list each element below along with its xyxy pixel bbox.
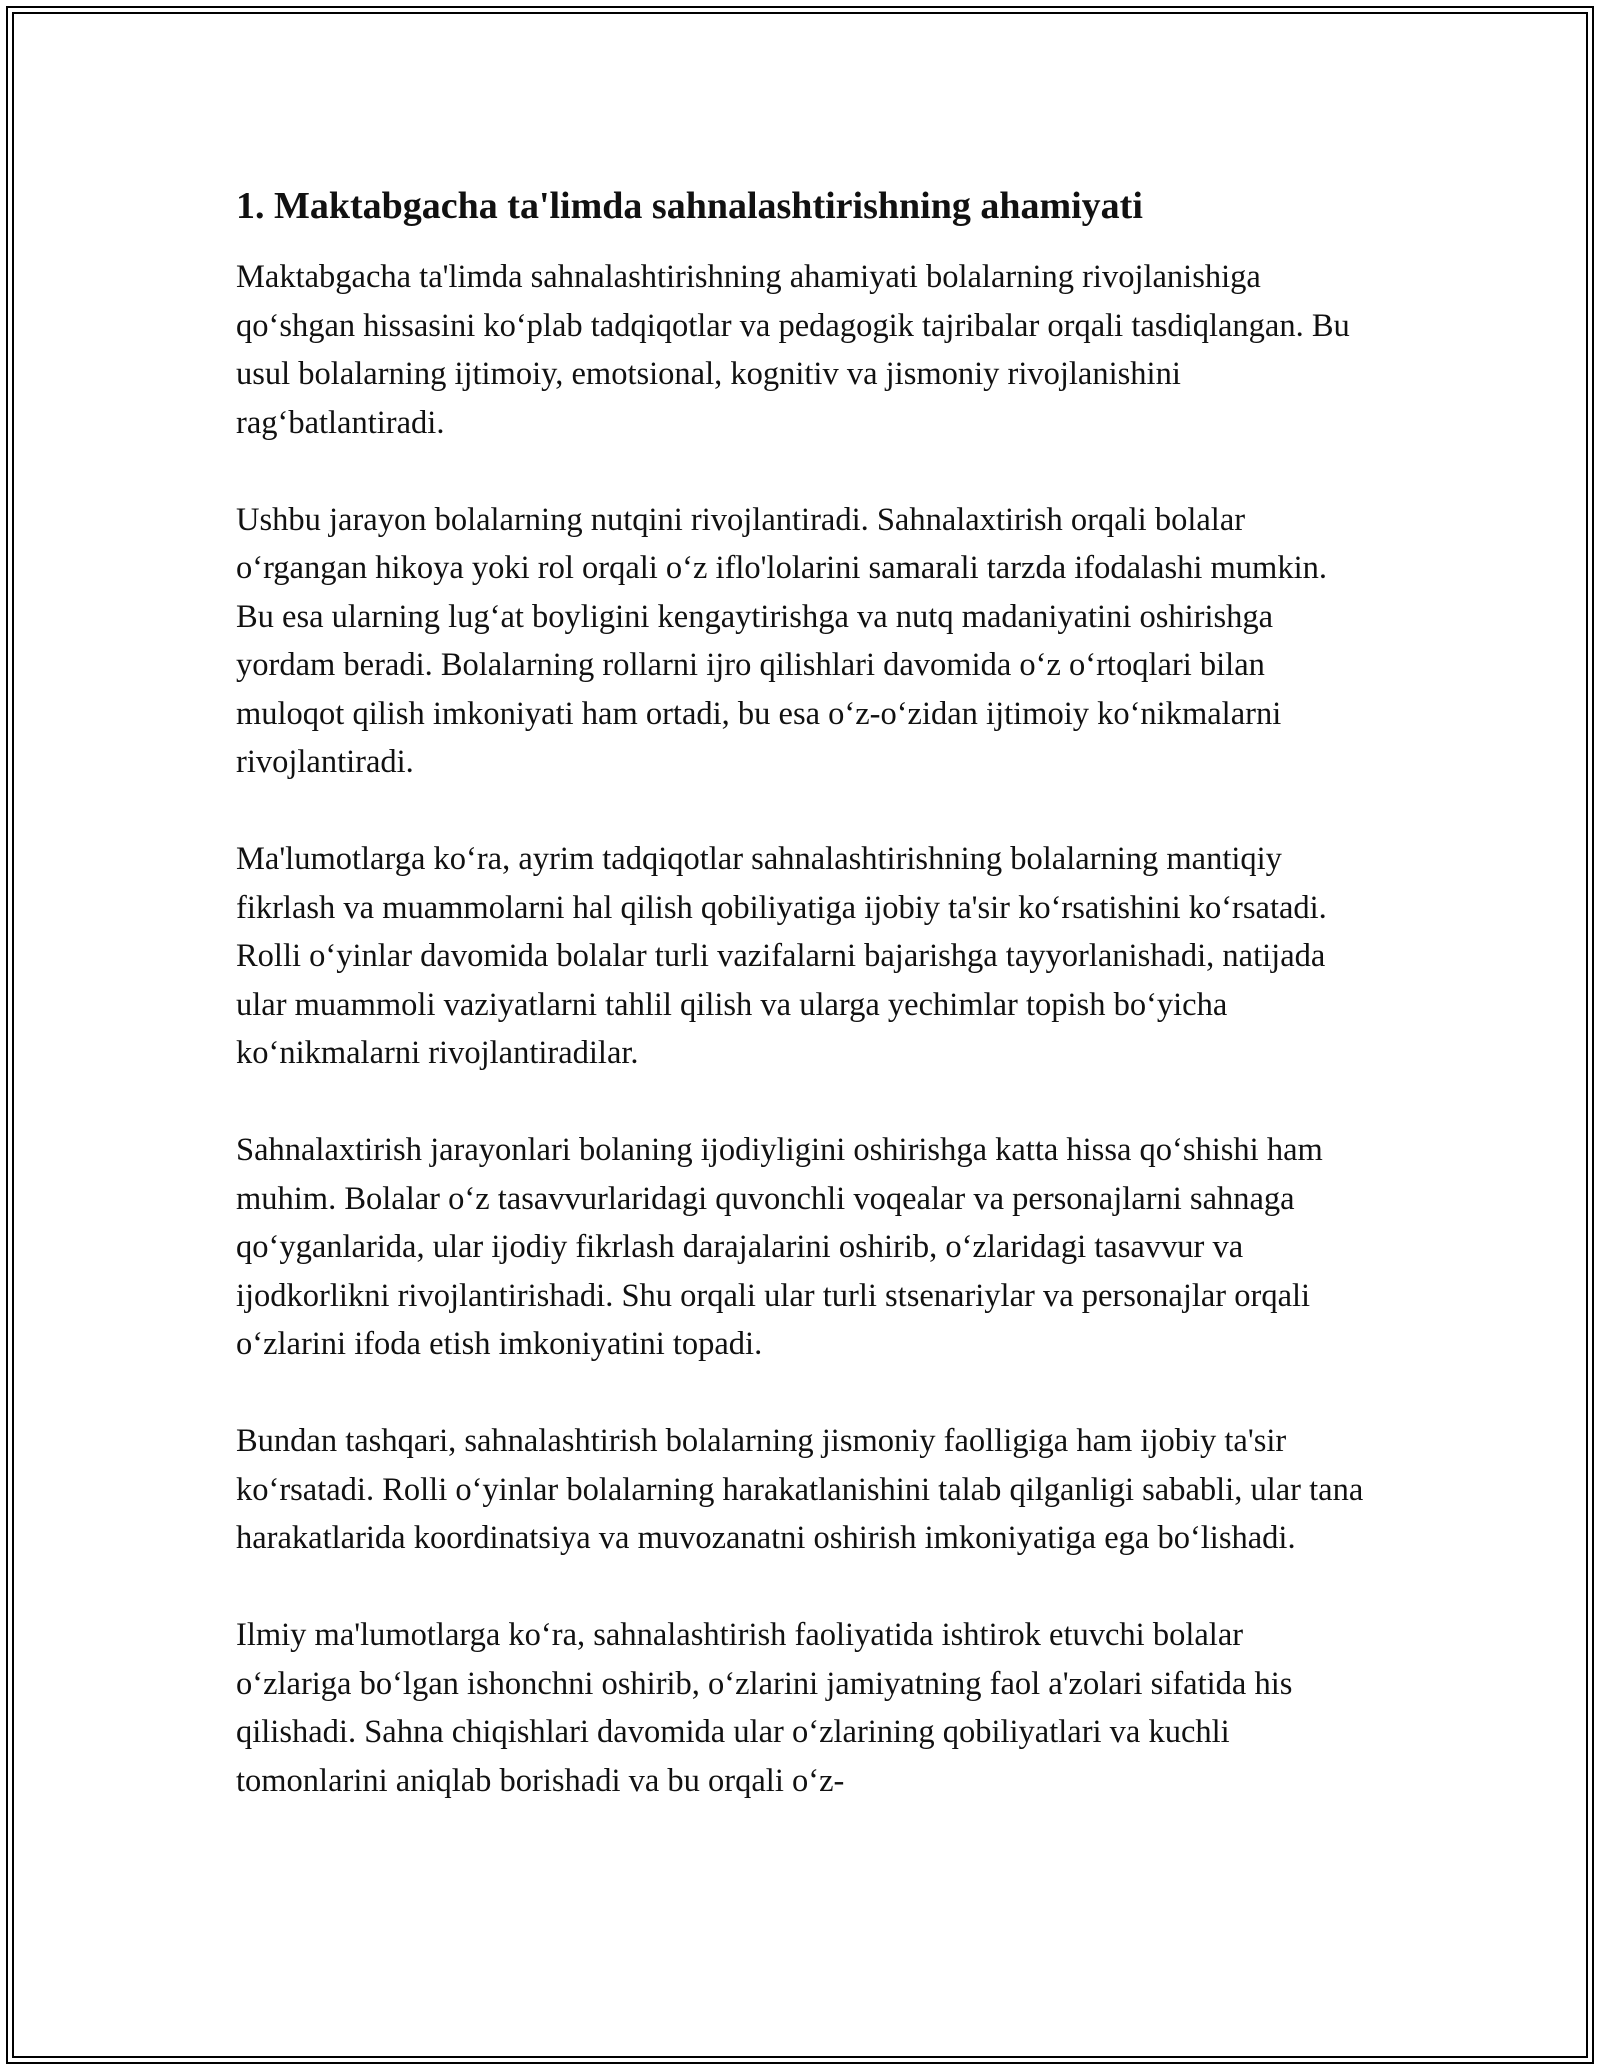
paragraph-2: Ushbu jarayon bolalarning nutqini rivojlantiradi. Sahnalaxtirish orqali bolalar o‘rgangan hikoya yoki rol orqali o‘z iflo'lolarini samarali tarzda ifodalashi mumkin. Bu esa ularning lug‘at boyligini kengaytirishga va nutq madaniyatini oshirishga yordam beradi. Bolalarning rollarni ijro qilishlari davomida o‘z o‘rtoqlari bilan muloqot qilish imkoniyati ham ortadi, bu esa o‘z-o‘zidan ijtimoiy ko‘nikmalarni rivojlantiradi.: [236, 501, 1327, 781]
paragraph-5: Bundan tashqari, sahnalashtirish bolalarning jismoniy faolligiga ham ijobiy ta'sir ko‘rsatadi. Rolli o‘yinlar bolalarning harakatlanishini talab qilganligi sababli, ular tana harakatlarida koordinatsiya va muvozanatni oshirish imkoniyatiga ega bo‘lishadi.: [236, 1423, 1364, 1557]
paragraph-6: Ilmiy ma'lumotlarga ko‘ra, sahnalashtirish faoliyatida ishtirok etuvchi bolalar o‘zlariga bo‘lgan ishonchni oshirib, o‘zlarini jamiyatning faol a'zolari sifatida his qilishadi. Sahna chiqishlari davomida ular o‘zlarining qobiliyatlari va kuchli tomonlarini aniqlab borishadi va bu orqali o‘z-: [236, 1617, 1293, 1799]
paragraph-4: Sahnalaxtirish jarayonlari bolaning ijodiyligini oshirishga katta hissa qo‘shishi ham muhim. Bolalar o‘z tasavvurlaridagi quvonchli voqealar va personajlarni sahnaga qo‘yganlarida, ular ijodiy fikrlash darajalarini oshirib, o‘zlaridagi tasavvur va ijodkorlikni rivojlantirishadi. Shu orqali ular turli stsenariylar va personajlar orqali o‘zlarini ifoda etish imkoniyatini topadi.: [236, 1132, 1323, 1363]
paragraph-3: Ma'lumotlarga ko‘ra, ayrim tadqiqotlar sahnalashtirishning bolalarning mantiqiy fikrlash va muammolarni hal qilish qobiliyatiga ijobiy ta'sir ko‘rsatishini ko‘rsatadi. Rolli o‘yinlar davomida bolalar turli vazifalarni bajarishga tayyorlanishadi, natijada ular muammoli vaziyatlarni tahlil qilish va ularga yechimlar topish bo‘yicha ko‘nikmalarni rivojlantiradilar.: [236, 841, 1327, 1072]
paragraph-1: Maktabgacha ta'limda sahnalashtirishning ahamiyati bolalarning rivojlanishiga qo‘shgan hissasini ko‘plab tadqiqotlar va pedagogik tajribalar orqali tasdiqlangan. Bu usul bolalarning ijtimoiy, emotsional, kognitiv va jismoniy rivojlanishini rag‘batlantiradi.: [236, 259, 1350, 441]
document-body: [236, 182, 1366, 1854]
section-heading: 1. Maktabgacha ta'limda sahnalashtirishning ahamiyati: [236, 185, 1143, 227]
